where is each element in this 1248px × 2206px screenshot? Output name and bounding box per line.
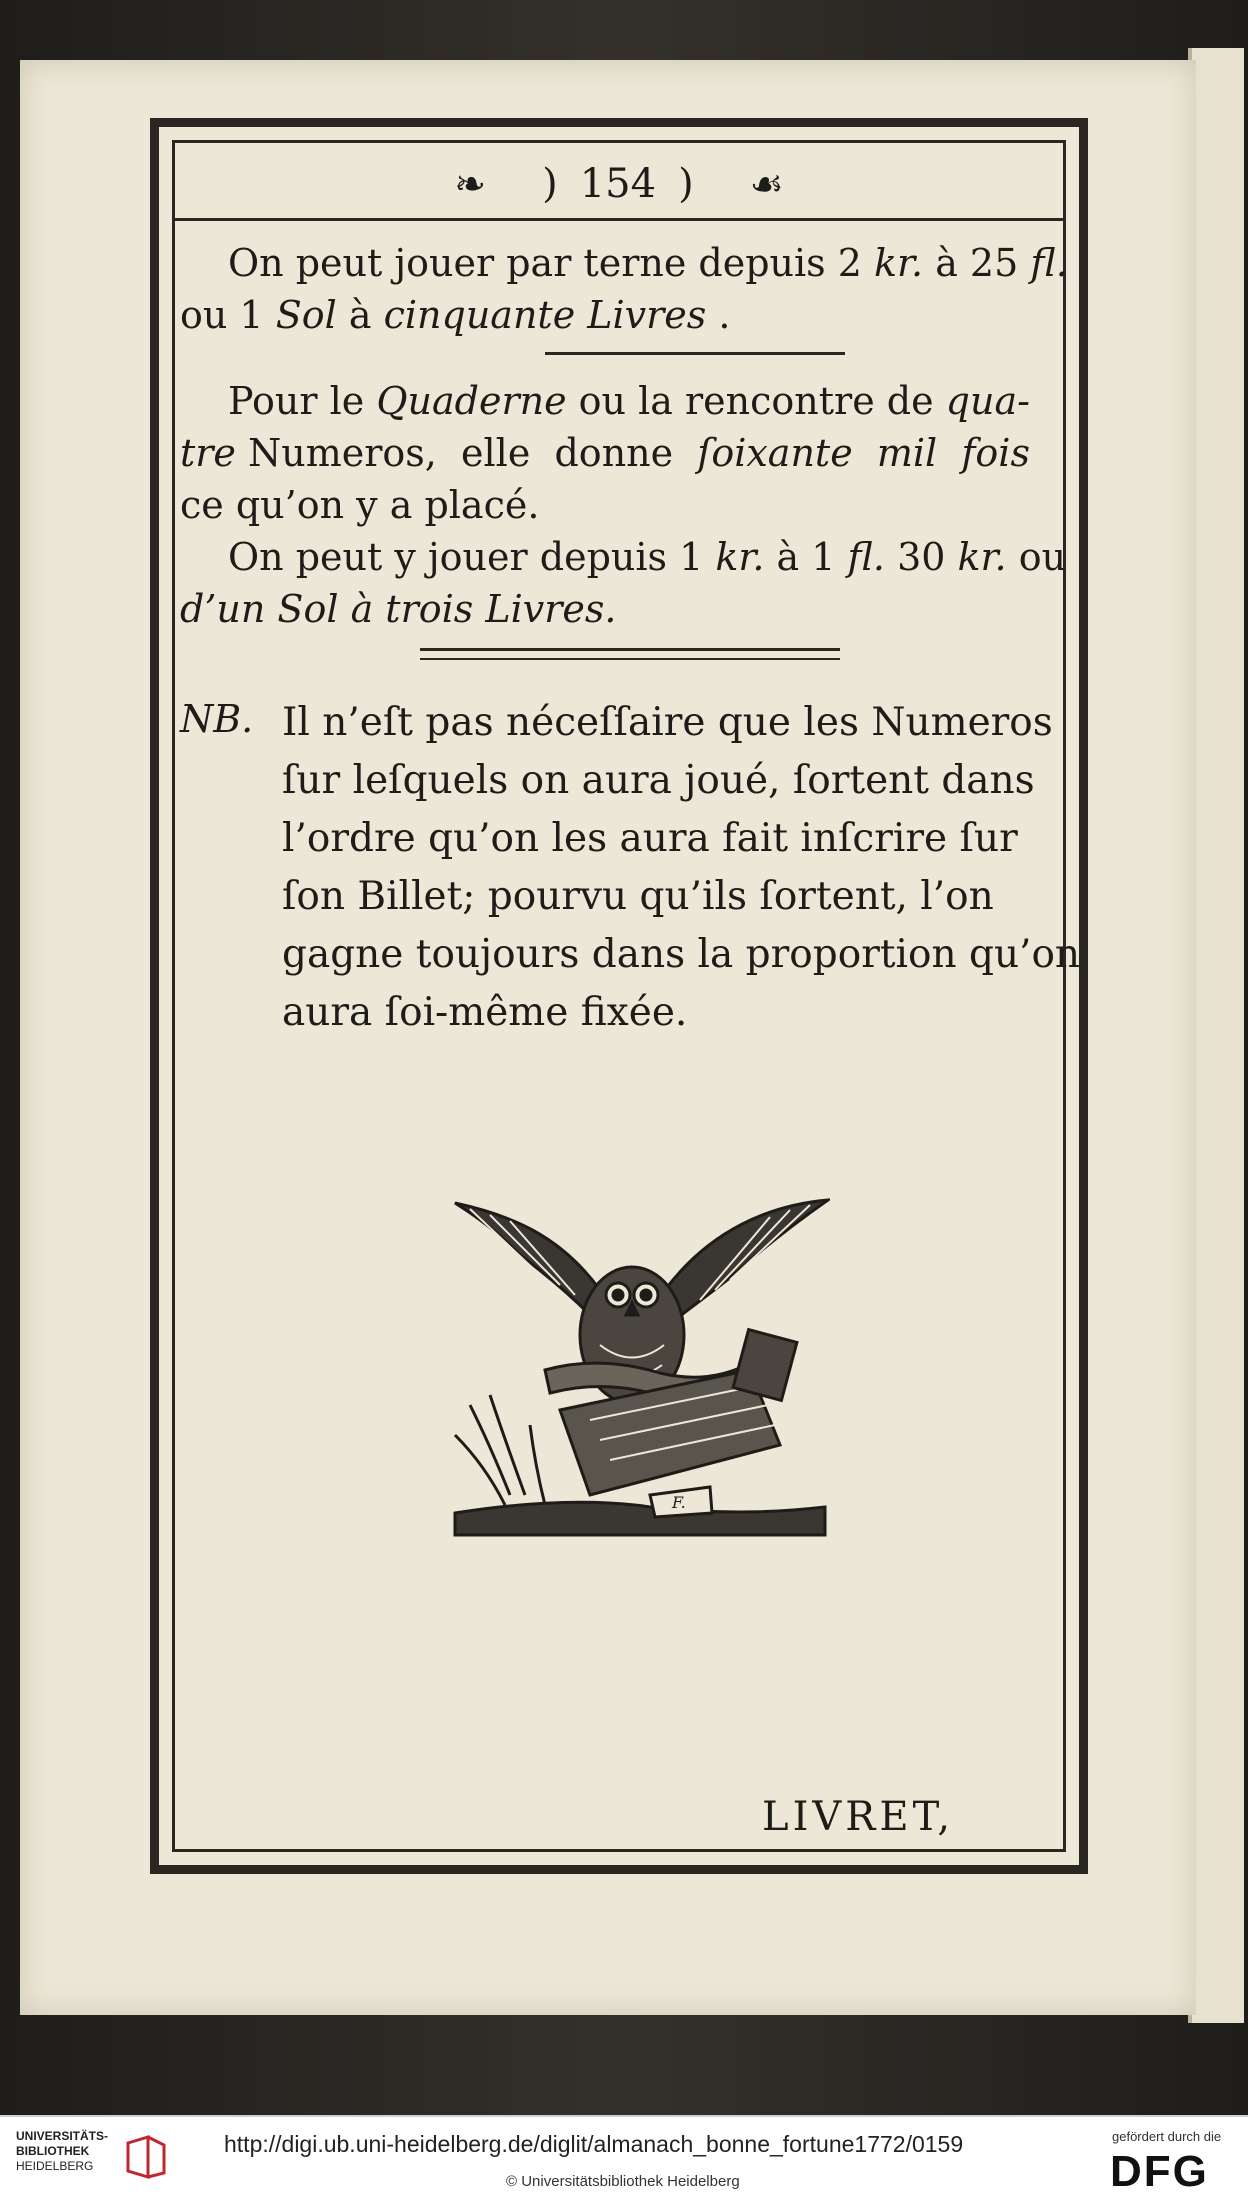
owl-vignette-icon (450, 1195, 830, 1540)
permalink-url[interactable]: http://digi.ub.uni-heidelberg.de/diglit/almanach_bonne_fortune1772/0159 (224, 2131, 964, 2157)
funder-note: gefördert durch die (1112, 2129, 1222, 2144)
page-number: 154 (579, 161, 657, 207)
paragraph1-line1: On peut jouer par terne depuis 2 kr. à 25 fl. (228, 241, 1068, 285)
paragraph2-line2: tre Numeros, elle donne ſoixante mil fois (180, 431, 1030, 475)
paragraph2-line4: On peut y jouer depuis 1 kr. à 1 fl. 30 kr. ou (228, 535, 1067, 579)
svg-text:F.: F. (672, 1493, 686, 1512)
note-line-3: l’ordre qu’on les aura fait inſcrire ſur (282, 816, 1018, 861)
note-line-1: Il n’eſt pas néceſſaire que les Numeros (282, 700, 1053, 745)
fleuron-left-icon: ❧ (454, 162, 487, 206)
copyright-notice: © Universitätsbibliothek Heidelberg (506, 2173, 740, 2190)
double-rule-top (420, 648, 840, 651)
note-line-4: ſon Billet; pourvu qu’ils ſortent, l’on (282, 874, 994, 919)
note-line-6: aura ſoi-même fixée. (282, 990, 688, 1035)
paren-open: ) (542, 161, 558, 207)
section-rule-1 (545, 352, 845, 355)
note-label: NB. (180, 697, 254, 741)
paragraph2-line3: ce qu’on y a placé. (180, 483, 540, 527)
note-line-2: ſur leſquels on aura joué, ſortent dans (282, 758, 1035, 803)
library-mark-icon (122, 2133, 170, 2181)
page-header (172, 150, 1066, 218)
header-rule (172, 218, 1066, 221)
dfg-logo: DFG (1110, 2147, 1209, 2196)
catchword: LIVRET, (762, 1794, 955, 1840)
viewer-footer (0, 2115, 1248, 2206)
note-line-5: gagne toujours dans la proportion qu’on (282, 932, 1081, 977)
paragraph2-line1: Pour le Quaderne ou la rencontre de qua- (228, 379, 1030, 423)
paren-close: ) (678, 161, 694, 207)
paragraph1-line2: ou 1 Sol à cinquante Livres . (180, 293, 731, 337)
paragraph2-line5: d’un Sol à trois Livres. (180, 587, 617, 631)
library-logo-text: UNIVERSITÄTS- BIBLIOTHEK HEIDELBERG (16, 2129, 109, 2173)
fleuron-right-icon: ☙ (749, 162, 784, 206)
facing-page-edge (1188, 48, 1244, 2023)
double-rule-bottom (420, 658, 840, 660)
